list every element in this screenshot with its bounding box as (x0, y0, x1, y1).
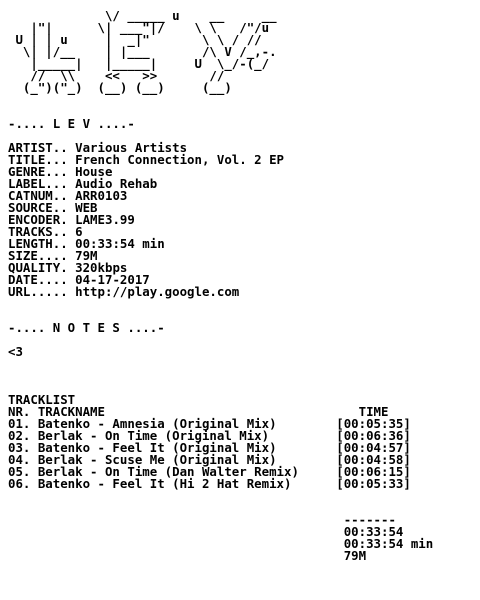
info-label: DATE.... (8, 272, 76, 287)
spacer (8, 370, 476, 382)
header-banner: -.... L E V ....- (8, 116, 135, 131)
info-label: SOURCE.. (8, 200, 76, 215)
spacer (8, 334, 476, 346)
track-time: [00:06:36] (336, 428, 411, 443)
totals-separator: ------- (8, 512, 396, 527)
info-label: CATNUM.. (8, 188, 76, 203)
info-value: 00:33:54 min (75, 236, 165, 251)
info-label: LABEL... (8, 176, 76, 191)
spacer (8, 298, 476, 310)
info-value: 6 (75, 224, 83, 239)
track-time: [00:05:33] (336, 476, 411, 491)
ascii-logo-line: \| |/__ | |___ /\ V /_,-. (8, 44, 277, 59)
track-title: 04. Berlak - Scuse Me (Original Mix) (8, 452, 337, 467)
spacer (8, 94, 476, 106)
spacer (8, 358, 476, 370)
header-trackname: NR. TRACKNAME (8, 404, 359, 419)
track-title: 03. Batenko - Feel It (Original Mix) (8, 440, 337, 455)
info-row (8, 286, 476, 298)
info-label: ARTIST.. (8, 140, 76, 155)
spacer (8, 490, 476, 502)
nfo-document (8, 10, 476, 562)
track-row (8, 478, 476, 490)
info-label: URL..... (8, 284, 76, 299)
info-value: 04-17-2017 (75, 272, 150, 287)
info-value: 79M (75, 248, 98, 263)
track-title: 02. Berlak - On Time (Original Mix) (8, 428, 337, 443)
totals (8, 514, 476, 562)
info-value: Audio Rehab (75, 176, 158, 191)
info-label: SIZE.... (8, 248, 76, 263)
info-label: TRACKS.. (8, 224, 76, 239)
info-value: LAME3.99 (75, 212, 135, 227)
track-time: [00:05:35] (336, 416, 411, 431)
track-time: [00:06:15] (336, 464, 411, 479)
tracklist (8, 418, 476, 490)
tracklist-title: TRACKLIST (8, 392, 76, 407)
info-value: WEB (75, 200, 98, 215)
ascii-logo-line: U | | u | _|" \ \ / // (8, 32, 262, 47)
track-title: 06. Batenko - Feel It (Hi 2 Hat Remix) (8, 476, 337, 491)
info-value: Various Artists (75, 140, 188, 155)
ascii-logo-line: |"| \| ___"|/ \ \ /"/u (8, 20, 270, 35)
ascii-logo (8, 10, 476, 94)
info-label: TITLE... (8, 152, 76, 167)
info-value: French Connection, Vol. 2 EP (75, 152, 285, 167)
ascii-logo-line: // \\ << >> // (8, 68, 225, 83)
info-value: http://play.google.com (75, 284, 240, 299)
totals-length: 00:33:54 min (8, 536, 434, 551)
info-label: QUALITY. (8, 260, 76, 275)
notes-banner: -.... N O T E S ....- (8, 320, 165, 335)
info-label: LENGTH.. (8, 236, 76, 251)
header-time: TIME (358, 404, 389, 419)
track-title: 05. Berlak - On Time (Dan Walter Remix) (8, 464, 337, 479)
info-value: 320kbps (75, 260, 128, 275)
release-info (8, 142, 476, 298)
notes-text: <3 (8, 344, 23, 359)
info-label: GENRE... (8, 164, 76, 179)
track-time: [00:04:57] (336, 440, 411, 455)
track-title: 01. Batenko - Amnesia (Original Mix) (8, 416, 337, 431)
info-value: House (75, 164, 113, 179)
ascii-logo-line: |_____| |_____| U \_/-(_/ (8, 56, 270, 71)
info-label: ENCODER. (8, 212, 76, 227)
totals-size: 79M (8, 548, 367, 563)
spacer (8, 382, 476, 394)
ascii-logo-line: (_")("_) (__) (__) (__) (8, 80, 232, 95)
info-value: ARR0103 (75, 188, 128, 203)
ascii-logo-line: \/ _____ u __ __ (8, 8, 277, 23)
totals-time: 00:33:54 (8, 524, 404, 539)
track-time: [00:04:58] (336, 452, 411, 467)
